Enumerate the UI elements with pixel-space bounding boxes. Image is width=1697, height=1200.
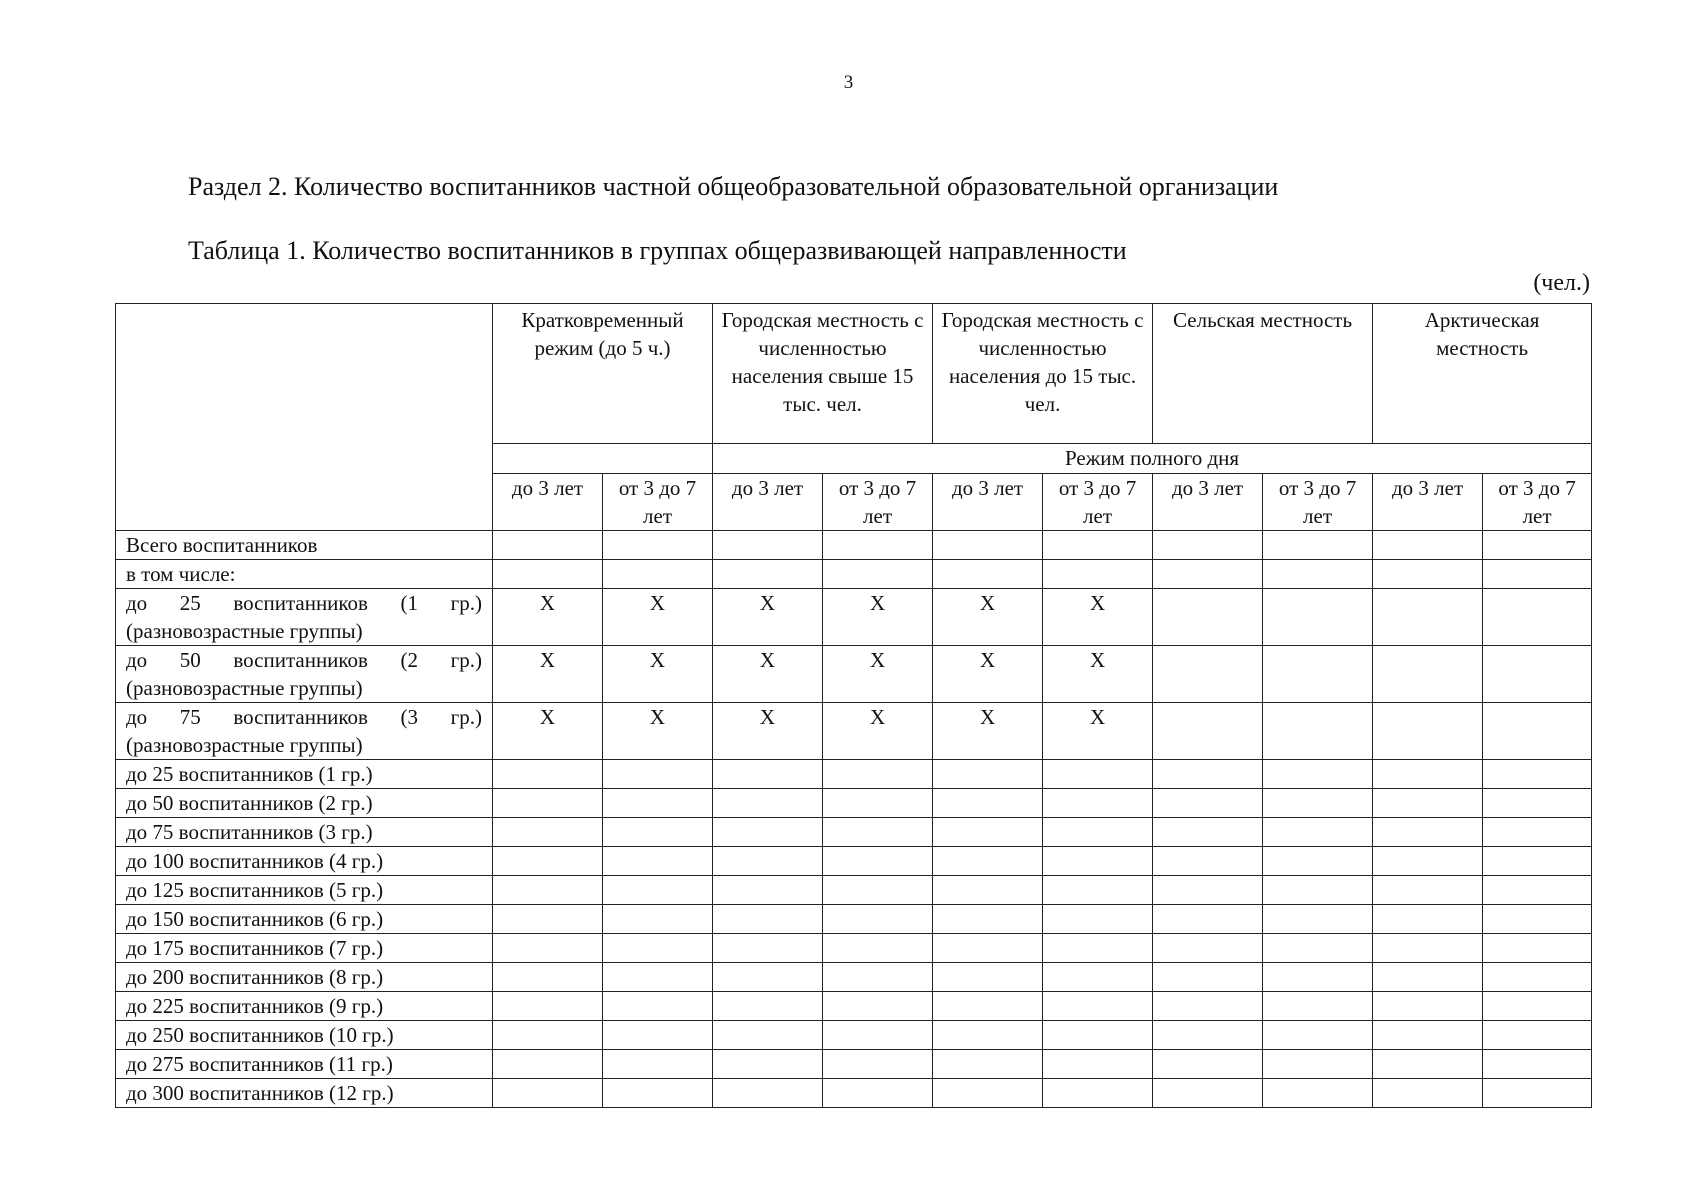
data-cell [1483, 1050, 1592, 1079]
data-cell [1043, 531, 1153, 560]
data-cell [713, 560, 823, 589]
data-cell [493, 760, 603, 789]
table-row [116, 992, 1592, 1021]
data-cell [1263, 963, 1373, 992]
data-cell [1373, 589, 1483, 646]
data-cell [1153, 905, 1263, 934]
data-cell [713, 847, 823, 876]
not-applicable-mark: X [1043, 646, 1153, 703]
data-cell [1373, 934, 1483, 963]
data-cell [1263, 992, 1373, 1021]
data-cell [603, 789, 713, 818]
data-cell [493, 992, 603, 1021]
data-cell [1263, 1079, 1373, 1108]
row-label: до 100 воспитанников (4 гр.) [116, 847, 493, 876]
data-cell [1483, 818, 1592, 847]
data-cell [1153, 818, 1263, 847]
table-row [116, 1021, 1592, 1050]
data-cell [1153, 1021, 1263, 1050]
data-cell [1373, 992, 1483, 1021]
data-cell [713, 531, 823, 560]
data-cell [603, 934, 713, 963]
header-age-under-3: до 3 лет [1153, 474, 1263, 531]
data-cell [1153, 531, 1263, 560]
table-row [116, 963, 1592, 992]
data-cell [603, 531, 713, 560]
not-applicable-mark: X [823, 589, 933, 646]
data-cell [823, 531, 933, 560]
header-rural: Сельская местность [1153, 304, 1373, 444]
data-cell [1263, 1050, 1373, 1079]
header-short-stay: Кратковременный режим (до 5 ч.) [493, 304, 713, 444]
table-row [116, 760, 1592, 789]
section-title: Раздел 2. Количество воспитанников частной общеобразовательной образовательной организации [188, 172, 1279, 201]
data-cell [603, 905, 713, 934]
data-cell [1043, 1079, 1153, 1108]
data-cell [603, 963, 713, 992]
data-cell [933, 1050, 1043, 1079]
header-age-under-3: до 3 лет [713, 474, 823, 531]
header-age-under-3: до 3 лет [933, 474, 1043, 531]
data-cell [603, 1050, 713, 1079]
row-label: до 50 воспитанников (2 гр.) (разновозрастные группы) [116, 646, 493, 703]
data-cell [1043, 560, 1153, 589]
data-cell [933, 934, 1043, 963]
data-cell [1043, 992, 1153, 1021]
header-age-3-to-7: от 3 до 7 лет [823, 474, 933, 531]
data-cell [493, 1021, 603, 1050]
table-row [116, 531, 1592, 560]
header-mode-empty [493, 444, 713, 474]
data-cell [823, 934, 933, 963]
data-cell [1153, 992, 1263, 1021]
header-age-3-to-7: от 3 до 7 лет [1043, 474, 1153, 531]
data-cell [1373, 703, 1483, 760]
data-cell [933, 760, 1043, 789]
data-cell [1483, 905, 1592, 934]
table-row [116, 560, 1592, 589]
table-row [116, 1079, 1592, 1108]
data-cell [1153, 1050, 1263, 1079]
data-cell [1483, 589, 1592, 646]
data-cell [713, 1021, 823, 1050]
data-cell [713, 876, 823, 905]
data-cell [1263, 703, 1373, 760]
not-applicable-mark: X [493, 589, 603, 646]
data-cell [823, 560, 933, 589]
data-cell [1373, 847, 1483, 876]
header-age-under-3: до 3 лет [1373, 474, 1483, 531]
not-applicable-mark: X [1043, 589, 1153, 646]
data-cell [1483, 934, 1592, 963]
data-cell [1483, 847, 1592, 876]
data-cell [1043, 760, 1153, 789]
data-cell [493, 905, 603, 934]
table-row [116, 789, 1592, 818]
not-applicable-mark: X [1043, 703, 1153, 760]
data-cell [1043, 934, 1153, 963]
data-cell [1263, 646, 1373, 703]
data-cell [493, 560, 603, 589]
row-label: до 225 воспитанников (9 гр.) [116, 992, 493, 1021]
data-cell [1153, 876, 1263, 905]
data-cell [493, 789, 603, 818]
row-label: до 75 воспитанников (3 гр.) [116, 818, 493, 847]
data-cell [1263, 905, 1373, 934]
data-cell [713, 760, 823, 789]
data-cell [1483, 1079, 1592, 1108]
not-applicable-mark: X [933, 646, 1043, 703]
data-cell [1373, 876, 1483, 905]
data-cell [1483, 963, 1592, 992]
table-row [116, 589, 1592, 646]
not-applicable-mark: X [493, 646, 603, 703]
data-cell [1153, 963, 1263, 992]
data-cell [713, 963, 823, 992]
table-row [116, 934, 1592, 963]
data-cell [1153, 1079, 1263, 1108]
data-cell [1043, 847, 1153, 876]
row-label: до 75 воспитанников (3 гр.) (разновозрастные группы) [116, 703, 493, 760]
data-cell [1153, 789, 1263, 818]
header-full-day: Режим полного дня [713, 444, 1592, 474]
data-cell [603, 560, 713, 589]
data-cell [1043, 1021, 1153, 1050]
not-applicable-mark: X [713, 589, 823, 646]
data-cell [1043, 905, 1153, 934]
data-cell [1263, 531, 1373, 560]
data-cell [823, 876, 933, 905]
row-label: до 175 воспитанников (7 гр.) [116, 934, 493, 963]
header-age-3-to-7: от 3 до 7 лет [603, 474, 713, 531]
data-cell [933, 905, 1043, 934]
data-cell [933, 1079, 1043, 1108]
row-label: до 300 воспитанников (12 гр.) [116, 1079, 493, 1108]
not-applicable-mark: X [493, 703, 603, 760]
not-applicable-mark: X [713, 646, 823, 703]
data-cell [713, 905, 823, 934]
row-label: до 275 воспитанников (11 гр.) [116, 1050, 493, 1079]
data-cell [1373, 1079, 1483, 1108]
data-cell [1483, 703, 1592, 760]
data-cell [1153, 646, 1263, 703]
data-cell [1043, 876, 1153, 905]
row-label: Всего воспитанников [116, 531, 493, 560]
data-cell [933, 963, 1043, 992]
data-cell [1263, 934, 1373, 963]
data-cell [1263, 589, 1373, 646]
data-cell [1263, 876, 1373, 905]
data-cell [933, 789, 1043, 818]
data-cell [713, 992, 823, 1021]
header-urban-under-15k: Городская местность с численностью населения до 15 тыс. чел. [933, 304, 1153, 444]
data-cell [1373, 789, 1483, 818]
data-cell [1263, 818, 1373, 847]
page-number: 3 [843, 72, 854, 93]
data-cell [603, 760, 713, 789]
not-applicable-mark: X [823, 703, 933, 760]
data-cell [933, 818, 1043, 847]
data-cell [1373, 1021, 1483, 1050]
data-cell [933, 876, 1043, 905]
data-cell [493, 531, 603, 560]
data-cell [1373, 905, 1483, 934]
header-age-under-3: до 3 лет [493, 474, 603, 531]
data-cell [493, 1079, 603, 1108]
data-cell [1153, 560, 1263, 589]
header-urban-over-15k: Городская местность с численностью населения свыше 15 тыс. чел. [713, 304, 933, 444]
data-cell [1483, 789, 1592, 818]
data-cell [823, 905, 933, 934]
data-cell [493, 876, 603, 905]
data-cell [603, 992, 713, 1021]
unit-label: (чел.) [1533, 270, 1590, 296]
data-cell [933, 992, 1043, 1021]
data-cell [1263, 789, 1373, 818]
row-label: до 150 воспитанников (6 гр.) [116, 905, 493, 934]
data-cell [823, 1079, 933, 1108]
table-row [116, 876, 1592, 905]
table-title: Таблица 1. Количество воспитанников в группах общеразвивающей направленности [188, 236, 1127, 265]
not-applicable-mark: X [603, 646, 713, 703]
students-table [115, 303, 1592, 1108]
not-applicable-mark: X [933, 703, 1043, 760]
header-arctic: Арктическая местность [1373, 304, 1592, 444]
data-cell [493, 1050, 603, 1079]
data-cell [1483, 1021, 1592, 1050]
data-cell [1153, 847, 1263, 876]
not-applicable-mark: X [603, 589, 713, 646]
row-label: до 125 воспитанников (5 гр.) [116, 876, 493, 905]
data-cell [1153, 703, 1263, 760]
row-label: до 50 воспитанников (2 гр.) [116, 789, 493, 818]
data-cell [823, 963, 933, 992]
data-cell [603, 847, 713, 876]
not-applicable-mark: X [713, 703, 823, 760]
data-cell [1263, 760, 1373, 789]
data-cell [1373, 818, 1483, 847]
table-row [116, 646, 1592, 703]
data-cell [603, 1079, 713, 1108]
data-cell [493, 963, 603, 992]
data-cell [1483, 760, 1592, 789]
data-cell [1153, 934, 1263, 963]
header-corner-cell [116, 304, 493, 531]
data-cell [823, 847, 933, 876]
table-row [116, 1050, 1592, 1079]
row-label: до 25 воспитанников (1 гр.) (разновозрастные группы) [116, 589, 493, 646]
header-row-groups [116, 304, 1592, 444]
data-cell [603, 1021, 713, 1050]
data-cell [933, 847, 1043, 876]
data-cell [713, 789, 823, 818]
data-cell [933, 560, 1043, 589]
data-cell [933, 531, 1043, 560]
table-row [116, 905, 1592, 934]
not-applicable-mark: X [603, 703, 713, 760]
data-cell [1263, 560, 1373, 589]
data-cell [1043, 963, 1153, 992]
table-row [116, 703, 1592, 760]
data-cell [713, 1079, 823, 1108]
data-cell [1043, 818, 1153, 847]
header-age-3-to-7: от 3 до 7 лет [1483, 474, 1592, 531]
row-label: до 200 воспитанников (8 гр.) [116, 963, 493, 992]
data-cell [1373, 646, 1483, 703]
data-cell [823, 1050, 933, 1079]
data-cell [1373, 963, 1483, 992]
data-cell [713, 818, 823, 847]
data-cell [823, 992, 933, 1021]
data-cell [1373, 560, 1483, 589]
data-cell [823, 818, 933, 847]
data-cell [823, 1021, 933, 1050]
data-cell [1153, 760, 1263, 789]
data-cell [823, 760, 933, 789]
data-cell [713, 1050, 823, 1079]
row-label: в том числе: [116, 560, 493, 589]
row-label: до 250 воспитанников (10 гр.) [116, 1021, 493, 1050]
data-cell [1483, 992, 1592, 1021]
header-age-3-to-7: от 3 до 7 лет [1263, 474, 1373, 531]
data-cell [493, 818, 603, 847]
data-cell [1483, 560, 1592, 589]
data-cell [933, 1021, 1043, 1050]
data-cell [823, 789, 933, 818]
data-cell [603, 818, 713, 847]
not-applicable-mark: X [823, 646, 933, 703]
data-cell [1483, 531, 1592, 560]
data-cell [1483, 646, 1592, 703]
data-cell [1373, 531, 1483, 560]
data-cell [493, 934, 603, 963]
row-label: до 25 воспитанников (1 гр.) [116, 760, 493, 789]
table-row [116, 847, 1592, 876]
data-cell [713, 934, 823, 963]
not-applicable-mark: X [933, 589, 1043, 646]
data-cell [1483, 876, 1592, 905]
table-row [116, 818, 1592, 847]
data-cell [1373, 1050, 1483, 1079]
data-cell [1263, 847, 1373, 876]
data-cell [493, 847, 603, 876]
data-cell [1373, 760, 1483, 789]
data-cell [1153, 589, 1263, 646]
data-cell [1043, 1050, 1153, 1079]
data-cell [1263, 1021, 1373, 1050]
data-cell [603, 876, 713, 905]
data-cell [1043, 789, 1153, 818]
